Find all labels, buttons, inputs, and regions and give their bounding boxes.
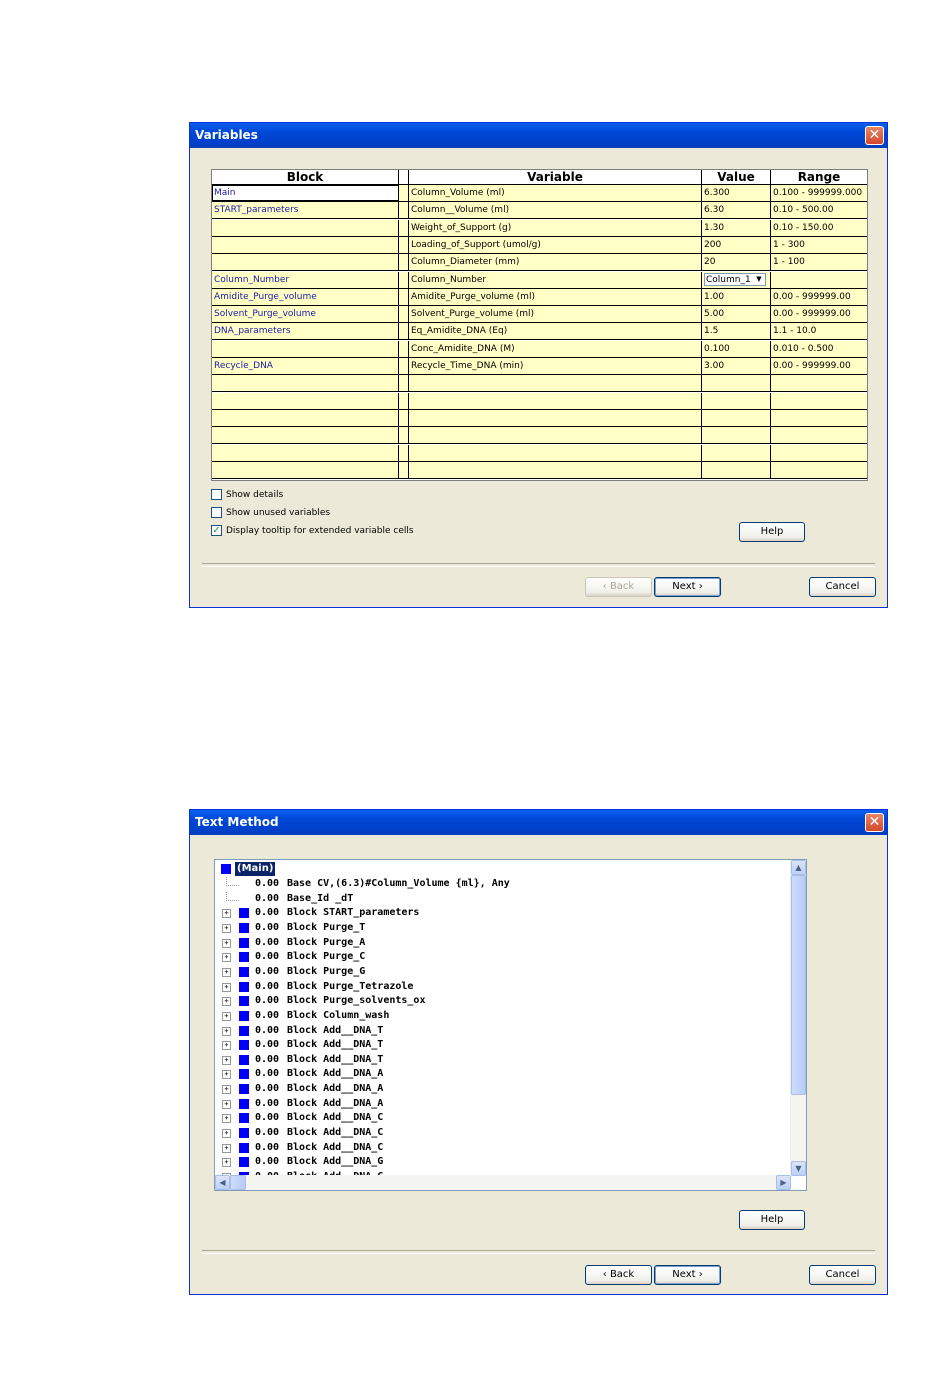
block-marker-icon: [239, 1069, 249, 1079]
block-cell[interactable]: Column_Number: [212, 272, 399, 288]
variable-cell: Column_Volume (ml): [409, 185, 702, 201]
expand-icon[interactable]: +: [222, 1012, 231, 1021]
table-row[interactable]: [212, 185, 867, 202]
value-cell[interactable]: 20: [702, 254, 771, 270]
value-cell[interactable]: 1.5: [702, 323, 771, 339]
grid-header: [212, 170, 867, 185]
tree-item[interactable]: [215, 921, 785, 936]
tree-item[interactable]: [215, 906, 785, 921]
variable-cell: [409, 427, 702, 443]
scroll-left-icon[interactable]: ◀: [215, 1175, 230, 1190]
tree-connector: [226, 877, 239, 886]
spacer-cell: [399, 410, 409, 426]
help-button[interactable]: Help: [739, 522, 805, 542]
instruction-text: Block Add__DNA_A: [287, 1083, 384, 1095]
block-cell[interactable]: [212, 375, 399, 391]
block-marker-icon: [239, 1157, 249, 1167]
time-value: 0.00: [255, 951, 280, 963]
block-marker-icon: [239, 1040, 249, 1050]
tree-item[interactable]: [215, 950, 785, 965]
block-marker-icon: [239, 952, 249, 962]
spacer-cell: [399, 393, 409, 409]
block-marker-icon: [221, 864, 231, 874]
spacer-cell: [399, 358, 409, 374]
time-value: 0.00: [255, 980, 280, 992]
variable-cell: Column_Number: [409, 272, 702, 288]
column-header-spacer: [399, 170, 409, 184]
expand-icon[interactable]: +: [222, 1056, 231, 1065]
spacer-cell: [399, 289, 409, 305]
back-button[interactable]: ‹ Back: [585, 1265, 652, 1285]
block-marker-icon: [239, 982, 249, 992]
instruction-text: Block Add__DNA_G: [287, 1156, 384, 1168]
instruction-text: Block Add__DNA_T: [287, 1024, 384, 1036]
value-cell[interactable]: [702, 462, 771, 478]
range-cell: [771, 427, 867, 443]
block-cell[interactable]: [212, 254, 399, 270]
tree-item[interactable]: [215, 1009, 785, 1024]
value-cell[interactable]: [702, 427, 771, 443]
variable-cell: [409, 410, 702, 426]
tree-item[interactable]: [215, 936, 785, 951]
checkbox-label: Display tooltip for extended variable cells: [226, 526, 414, 536]
tree-item[interactable]: [215, 1126, 785, 1141]
range-cell: [771, 375, 867, 391]
table-row[interactable]: [212, 306, 867, 323]
instruction-text: Block Add__DNA_T: [287, 1039, 384, 1051]
tree-item[interactable]: [215, 1024, 785, 1039]
time-value: 0.00: [255, 907, 280, 919]
time-value: 0.00: [255, 1053, 280, 1065]
time-value: 0.00: [255, 1097, 280, 1109]
tree-root-label[interactable]: (Main): [237, 863, 274, 874]
value-cell[interactable]: 6.300: [702, 185, 771, 201]
table-row[interactable]: [212, 220, 867, 237]
block-cell[interactable]: [212, 427, 399, 443]
range-cell: [771, 393, 867, 409]
variable-cell: Eq_Amidite_DNA (Eq): [409, 323, 702, 339]
spacer-cell: [399, 462, 409, 478]
scroll-right-icon[interactable]: ▶: [776, 1175, 791, 1190]
spacer-cell: [399, 323, 409, 339]
block-marker-icon: [239, 908, 249, 918]
block-marker-icon: [239, 1113, 249, 1123]
expand-icon[interactable]: +: [222, 924, 231, 933]
spacer-cell: [399, 427, 409, 443]
value-cell[interactable]: 3.00: [702, 358, 771, 374]
spacer-cell: [399, 254, 409, 270]
close-icon[interactable]: ✕: [865, 813, 884, 832]
spacer-cell: [399, 375, 409, 391]
vertical-scrollbar[interactable]: [790, 860, 806, 1176]
time-value: 0.00: [255, 995, 280, 1007]
range-cell: 0.010 - 0.500: [773, 343, 834, 354]
range-cell: 0.00 - 999999.00: [773, 361, 851, 371]
tree-item[interactable]: [215, 1038, 785, 1053]
spacer-cell: [399, 445, 409, 461]
expand-icon[interactable]: +: [222, 1129, 231, 1138]
block-marker-icon: [239, 938, 249, 948]
empty-table-row[interactable]: [212, 427, 867, 444]
scroll-up-icon[interactable]: ▲: [791, 860, 806, 875]
instruction-text: Block Purge_G: [287, 965, 366, 977]
show-details-checkbox[interactable]: [211, 489, 283, 503]
variable-cell: [409, 462, 702, 478]
scroll-thumb[interactable]: [230, 1175, 246, 1190]
tree-item[interactable]: [215, 1082, 785, 1097]
close-icon[interactable]: ✕: [865, 126, 884, 145]
value-cell[interactable]: [702, 375, 771, 391]
value-cell[interactable]: 6.30: [702, 202, 771, 218]
instruction-text: Block Purge_C: [287, 951, 366, 963]
instruction-text: Block START_parameters: [287, 907, 420, 919]
time-value: 0.00: [255, 892, 280, 904]
block-marker-icon: [239, 996, 249, 1006]
block-marker-icon: [239, 1026, 249, 1036]
block-cell[interactable]: [212, 462, 399, 478]
value-cell[interactable]: 1.00: [702, 289, 771, 305]
time-value: 0.00: [255, 1009, 280, 1021]
block-marker-icon: [239, 1143, 249, 1153]
time-value: 0.00: [255, 1141, 280, 1153]
variable-cell: [409, 445, 702, 461]
block-cell[interactable]: [212, 341, 399, 357]
block-cell[interactable]: START_parameters: [212, 202, 399, 218]
variable-cell: Column_Diameter (mm): [409, 254, 702, 270]
table-row[interactable]: [212, 323, 867, 340]
time-value: 0.00: [255, 1127, 280, 1139]
instruction-text: Base CV,(6.3)#Column_Volume {ml}, Any: [287, 878, 510, 889]
tree-item[interactable]: [215, 994, 785, 1009]
expand-icon[interactable]: +: [222, 1041, 231, 1050]
range-cell: [771, 462, 867, 478]
column-number-dropdown[interactable]: [704, 273, 766, 286]
variable-cell: Column__Volume (ml): [409, 202, 702, 218]
time-value: 0.00: [255, 921, 280, 933]
dropdown-value: Column_1: [706, 274, 751, 285]
tree-item[interactable]: [215, 877, 785, 892]
method-tree[interactable]: [214, 859, 807, 1191]
scroll-thumb[interactable]: [791, 875, 806, 1095]
text-method-dialog: [189, 809, 888, 1295]
scroll-down-icon[interactable]: ▼: [791, 1161, 806, 1176]
expand-icon[interactable]: +: [222, 1114, 231, 1123]
variables-dialog: [189, 122, 888, 608]
spacer-cell: [399, 341, 409, 357]
spacer-cell: [399, 220, 409, 236]
expand-icon[interactable]: +: [222, 1085, 231, 1094]
instruction-text: Block Purge_solvents_ox: [287, 995, 426, 1007]
time-value: 0.00: [255, 1039, 280, 1051]
instruction-text: Block Add__DNA_T: [287, 1053, 384, 1065]
column-header-range[interactable]: Range: [797, 170, 841, 184]
expand-icon[interactable]: +: [222, 1144, 231, 1153]
time-value: 0.00: [255, 1156, 280, 1168]
tree-item[interactable]: [215, 1067, 785, 1082]
block-marker-icon: [239, 1128, 249, 1138]
range-cell: [771, 272, 867, 288]
time-value: 0.00: [255, 878, 280, 889]
block-cell[interactable]: [212, 410, 399, 426]
expand-icon[interactable]: +: [222, 909, 231, 918]
tree-item[interactable]: [215, 1141, 785, 1156]
table-row[interactable]: [212, 237, 867, 254]
cancel-button[interactable]: Cancel: [809, 1265, 876, 1285]
chevron-down-icon[interactable]: ▼: [756, 274, 762, 283]
variable-cell: [409, 393, 702, 409]
expand-icon[interactable]: +: [222, 953, 231, 962]
value-cell[interactable]: [702, 445, 771, 461]
checkbox-box[interactable]: [211, 489, 222, 500]
tree-item[interactable]: [215, 1111, 785, 1126]
block-cell[interactable]: Amidite_Purge_volume: [212, 289, 399, 305]
expand-icon[interactable]: +: [222, 1100, 231, 1109]
instruction-text: Block Column_wash: [287, 1009, 390, 1021]
value-cell[interactable]: 1.30: [702, 220, 771, 236]
block-cell[interactable]: DNA_parameters: [212, 323, 399, 339]
spacer-cell: [399, 185, 409, 201]
value-cell[interactable]: [702, 393, 771, 409]
range-cell: 1 - 100: [773, 257, 805, 268]
table-row[interactable]: [212, 341, 867, 358]
block-cell[interactable]: [212, 393, 399, 409]
value-cell[interactable]: 5.00: [702, 306, 771, 322]
block-cell[interactable]: Solvent_Purge_volume: [212, 306, 399, 322]
expand-icon[interactable]: +: [222, 997, 231, 1006]
next-button[interactable]: Next ›: [654, 577, 721, 597]
variables-title-bar[interactable]: [190, 123, 887, 148]
instruction-text: Block Purge_T: [287, 921, 366, 933]
block-marker-icon: [239, 1055, 249, 1065]
expand-icon[interactable]: +: [222, 1027, 231, 1036]
range-cell: 0.10 - 500.00: [773, 205, 834, 216]
expand-icon[interactable]: +: [222, 983, 231, 992]
instruction-text: Block Purge_A: [287, 936, 366, 948]
empty-table-row[interactable]: [212, 462, 867, 479]
block-marker-icon: [239, 1099, 249, 1109]
block-cell[interactable]: [212, 445, 399, 461]
tree-connector: [226, 892, 239, 901]
expand-icon[interactable]: +: [222, 1158, 231, 1167]
variable-cell: Weight_of_Support (g): [409, 220, 702, 236]
range-cell: 0.00 - 999999.00: [773, 309, 851, 320]
variable-cell: Amidite_Purge_volume (ml): [409, 289, 702, 305]
expand-icon[interactable]: +: [222, 1070, 231, 1079]
instruction-text: Block Add__DNA_A: [287, 1068, 384, 1080]
range-cell: 1 - 300: [773, 239, 805, 250]
block-marker-icon: [239, 967, 249, 977]
time-value: 0.00: [255, 965, 280, 977]
checkbox-label: Show details: [226, 490, 284, 500]
table-row[interactable]: [212, 202, 867, 219]
time-value: 0.00: [255, 936, 280, 948]
block-marker-icon: [239, 1084, 249, 1094]
help-button[interactable]: Help: [739, 1210, 805, 1230]
variables-grid: [211, 169, 868, 481]
column-header-block[interactable]: Block: [212, 170, 399, 184]
checkbox-box-checked[interactable]: ✓: [212, 525, 221, 536]
dialog-title: Variables: [195, 128, 258, 142]
checkbox-box[interactable]: [211, 507, 222, 518]
value-cell[interactable]: [702, 410, 771, 426]
time-value: 0.00: [255, 1024, 280, 1036]
block-marker-icon: [239, 923, 249, 933]
empty-table-row[interactable]: [212, 375, 867, 392]
empty-table-row[interactable]: [212, 445, 867, 462]
expand-icon[interactable]: +: [222, 939, 231, 948]
block-marker-icon: [239, 1011, 249, 1021]
column-header-variable[interactable]: Variable: [409, 170, 702, 184]
instruction-text: Block Add__DNA_A: [287, 1097, 384, 1109]
block-cell[interactable]: Main: [212, 185, 399, 201]
tree-item[interactable]: [215, 980, 785, 995]
variable-cell: Conc_Amidite_DNA (M): [409, 341, 702, 357]
cancel-button[interactable]: Cancel: [809, 577, 876, 597]
table-row[interactable]: [212, 272, 867, 289]
range-cell: 0.100 - 999999.000: [773, 188, 863, 198]
value-cell[interactable]: 0.100: [702, 341, 771, 357]
instruction-text: Block Purge_Tetrazole: [287, 980, 414, 992]
separator: [202, 563, 875, 567]
instruction-text: Block Add__DNA_C: [287, 1127, 384, 1139]
show-unused-variables-checkbox[interactable]: [211, 507, 330, 521]
spacer-cell: [399, 272, 409, 288]
variable-cell: Solvent_Purge_volume (ml): [409, 306, 702, 322]
range-cell: 1.1 - 10.0: [773, 326, 817, 337]
value-cell[interactable]: 200: [702, 237, 771, 253]
empty-table-row[interactable]: [212, 410, 867, 427]
separator: [202, 1250, 875, 1254]
tree-item[interactable]: [215, 1097, 785, 1112]
instruction-text: Block Add__DNA_C: [287, 1112, 384, 1124]
table-row[interactable]: [212, 289, 867, 306]
variable-cell: [409, 375, 702, 391]
range-cell: [771, 445, 867, 461]
block-cell[interactable]: Recycle_DNA: [212, 358, 399, 374]
back-button[interactable]: ‹ Back: [585, 577, 652, 597]
spacer-cell: [399, 202, 409, 218]
empty-table-row[interactable]: [212, 393, 867, 410]
table-row[interactable]: [212, 358, 867, 375]
variable-cell: Loading_of_Support (umol/g): [409, 237, 702, 253]
horizontal-scrollbar[interactable]: [215, 1175, 791, 1190]
tree-item[interactable]: [215, 1155, 785, 1170]
table-row[interactable]: [212, 254, 867, 271]
display-tooltip-checkbox[interactable]: [211, 525, 414, 539]
next-button[interactable]: Next ›: [654, 1265, 721, 1285]
text-method-title-bar[interactable]: [190, 810, 887, 835]
spacer-cell: [399, 237, 409, 253]
time-value: 0.00: [255, 1112, 280, 1124]
tree-item[interactable]: [215, 1053, 785, 1068]
time-value: 0.00: [255, 1083, 280, 1095]
dialog-title: Text Method: [195, 815, 279, 829]
spacer-cell: [399, 306, 409, 322]
column-header-value[interactable]: Value: [702, 170, 771, 184]
block-cell[interactable]: [212, 220, 399, 236]
checkbox-label: Show unused variables: [226, 508, 331, 518]
range-cell: 0.10 - 150.00: [773, 222, 834, 233]
instruction-text: Block Add__DNA_C: [287, 1141, 384, 1153]
block-cell[interactable]: [212, 237, 399, 253]
range-cell: 0.00 - 999999.00: [773, 291, 851, 302]
tree-item[interactable]: [215, 892, 785, 907]
tree-item[interactable]: [215, 965, 785, 980]
value-cell[interactable]: [702, 272, 771, 288]
instruction-text: Base_Id _dT: [287, 892, 354, 904]
expand-icon[interactable]: +: [222, 968, 231, 977]
range-cell: [771, 410, 867, 426]
variable-cell: Recycle_Time_DNA (min): [409, 358, 702, 374]
time-value: 0.00: [255, 1068, 280, 1080]
